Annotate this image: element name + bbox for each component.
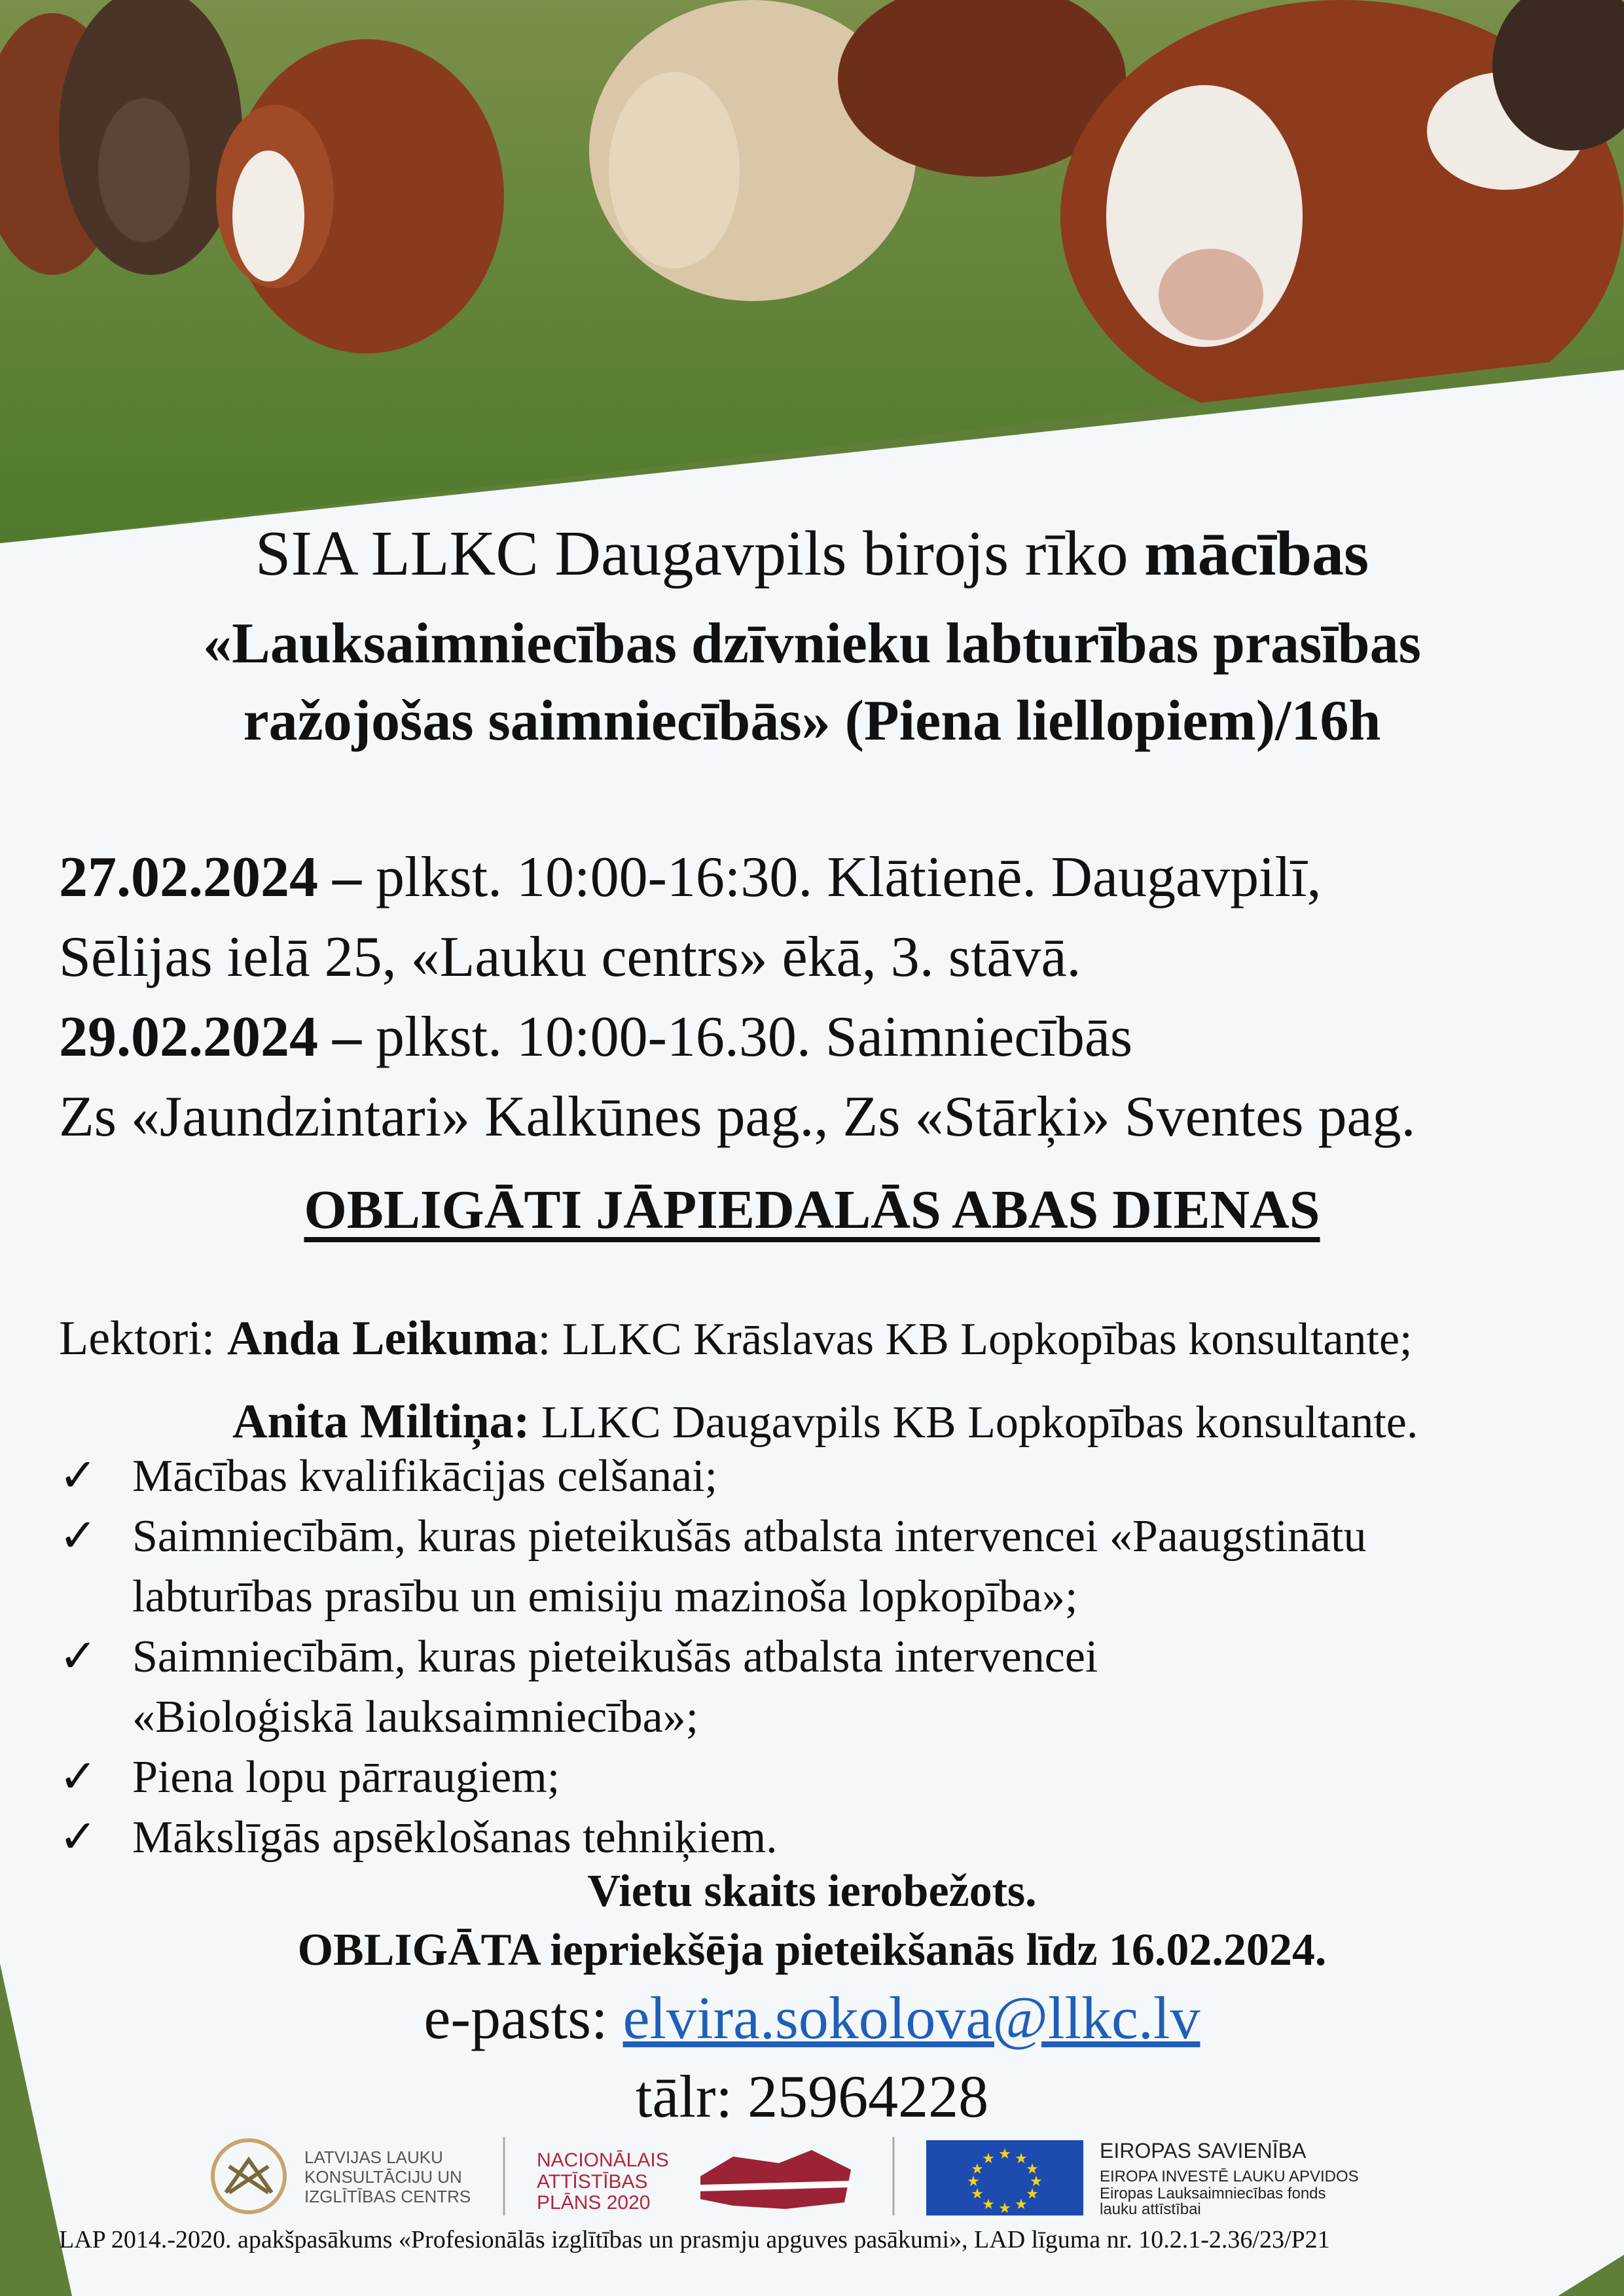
svg-text:★: ★ <box>998 2200 1011 2215</box>
course-title-line2: «Lauksaimniecības dzīvnieku labturības prasības <box>203 612 1421 675</box>
date-2: 29.02.2024 – <box>59 1005 361 1069</box>
list-item-text: Piena lopu pārraugiem; <box>132 1752 560 1803</box>
svg-text:★: ★ <box>1015 2197 1028 2213</box>
svg-text:★: ★ <box>982 2151 995 2167</box>
latvia-map-stripe <box>700 2184 851 2188</box>
eu-sub-3: lauku attīstībai <box>1100 2200 1201 2215</box>
event-title-course <box>0 605 1624 760</box>
date-1-details: plkst. 10:00-16:30. Klātienē. Daugavpilī, <box>361 846 1322 909</box>
nap-line2: ATTĪSTĪBAS <box>537 2171 648 2193</box>
lecturers <box>59 1306 1412 1372</box>
llkc-logo <box>213 2140 285 2212</box>
lecturer-1-role: : LLKC Krāslavas KB Lopkopības konsultante; <box>537 1314 1413 1365</box>
check-icon: ✓ <box>59 1752 98 1803</box>
svg-text:★: ★ <box>971 2186 984 2202</box>
lecturer-2-role: LLKC Daugavpils KB Lopkopības konsultante. <box>530 1397 1418 1448</box>
nap-line3: PLĀNS 2020 <box>537 2192 651 2214</box>
eu-title: EIROPAS SAVIENĪBA <box>1100 2139 1307 2162</box>
list-item-text: Saimniecībām, kuras pieteikušās atbalsta intervencei <box>132 1632 1098 1682</box>
cow-2 <box>59 0 242 275</box>
limited-seats-notice: Vietu skaits ierobežots. <box>587 1866 1037 1916</box>
eu-sub-2: Eiropas Lauksaimniecības fonds <box>1100 2185 1326 2202</box>
llkc-name-line2: KONSULTĀCIJU UN <box>304 2167 462 2187</box>
event-type: mācības <box>1144 518 1369 589</box>
list-item <box>59 1808 1564 1868</box>
event-title-line1 <box>0 517 1624 590</box>
preregistration-notice: OBLIGĀTA iepriekšēja pieteikšanās līdz 16.02.2024. <box>297 1925 1327 1975</box>
latvia-map-icon <box>700 2150 851 2209</box>
date-1-location: Sēlijas ielā 25, «Lauku centrs» ēkā, 3. stāvā. <box>59 925 1081 989</box>
email-link[interactable]: elvira.sokolova@llkc.lv <box>623 1984 1200 2051</box>
svg-text:★: ★ <box>998 2146 1011 2162</box>
date-2-location: Zs «Jaundzintari» Kalkūnes pag., Zs «Stārķi» Sventes pag. <box>59 1085 1416 1149</box>
schedule-item-2 <box>59 997 1416 1157</box>
lecturers-label: Lektori: <box>59 1312 227 1365</box>
llkc-name-line1: LATVIJAS LAUKU <box>304 2147 443 2167</box>
list-item-text: Saimniecībām, kuras pieteikušās atbalsta intervencei «Paaugstinātu <box>132 1511 1367 1562</box>
contact-email <box>0 1983 1624 2053</box>
svg-text:★: ★ <box>1026 2161 1039 2178</box>
list-item-text: Mācības kvalifikācijas celšanai; <box>132 1451 718 1501</box>
nap-line1: NACIONĀLAIS <box>537 2149 669 2171</box>
email-label: e-pasts: <box>424 1984 623 2051</box>
svg-text:★: ★ <box>1015 2151 1028 2167</box>
list-item-text: Mākslīgās apsēklošanas tehniķiem. <box>132 1812 778 1863</box>
check-icon: ✓ <box>59 1451 98 1501</box>
audience-list <box>59 1446 1564 1868</box>
organizer-text: SIA LLKC Daugavpils birojs rīko <box>255 518 1145 589</box>
eu-flag-icon <box>926 2140 1083 2215</box>
schedule-item-1 <box>59 838 1416 997</box>
list-item <box>59 1446 1564 1507</box>
course-title-line3: ražojošas saimniecībās» (Piena liellopiem)/16h <box>243 689 1381 753</box>
contact-phone: tālr: 25964228 <box>635 2063 989 2130</box>
date-1: 27.02.2024 – <box>59 846 361 909</box>
list-item <box>59 1507 1564 1627</box>
svg-text:★: ★ <box>1030 2174 1043 2190</box>
logos-strip <box>0 2130 1624 2215</box>
svg-text:★: ★ <box>982 2197 995 2213</box>
mandatory-notice: OBLIGĀTI JĀPIEDALĀS ABAS DIENAS <box>304 1179 1320 1240</box>
footer-note: LAP 2014.-2020. apakšpasākums «Profesionālās izglītības un prasmju apguves pasākumi», LAD līguma nr. 10.2.1-2.36/23/P21 <box>59 2226 1330 2253</box>
list-item <box>59 1748 1564 1808</box>
svg-text:★: ★ <box>967 2174 980 2190</box>
check-icon: ✓ <box>59 1632 98 1682</box>
check-icon: ✓ <box>59 1511 98 1562</box>
date-2-details: plkst. 10:00-16.30. Saimniecībās <box>361 1005 1133 1069</box>
llkc-name-line3: IZGLĪTĪBAS CENTRS <box>304 2187 471 2206</box>
lecturer-1-name: Anda Leikuma <box>226 1312 538 1365</box>
check-icon: ✓ <box>59 1812 98 1863</box>
list-item-text-cont: labturības prasību un emisiju mazinoša lopkopība»; <box>132 1571 1078 1622</box>
eu-sub-1: EIROPA INVESTĒ LAUKU APVIDOS <box>1100 2168 1359 2185</box>
schedule <box>59 838 1416 1157</box>
list-item-text-cont: «Bioloģiskā lauksaimniecība»; <box>132 1692 699 1742</box>
list-item <box>59 1627 1564 1748</box>
lecturer-2-name: Anita Miltiņa: <box>232 1395 530 1448</box>
svg-text:★: ★ <box>1026 2186 1039 2202</box>
header-photo-cows <box>0 0 1624 543</box>
green-corner-right <box>1558 2255 1624 2296</box>
svg-text:★: ★ <box>971 2161 984 2178</box>
lecturer-2 <box>232 1394 1418 1450</box>
